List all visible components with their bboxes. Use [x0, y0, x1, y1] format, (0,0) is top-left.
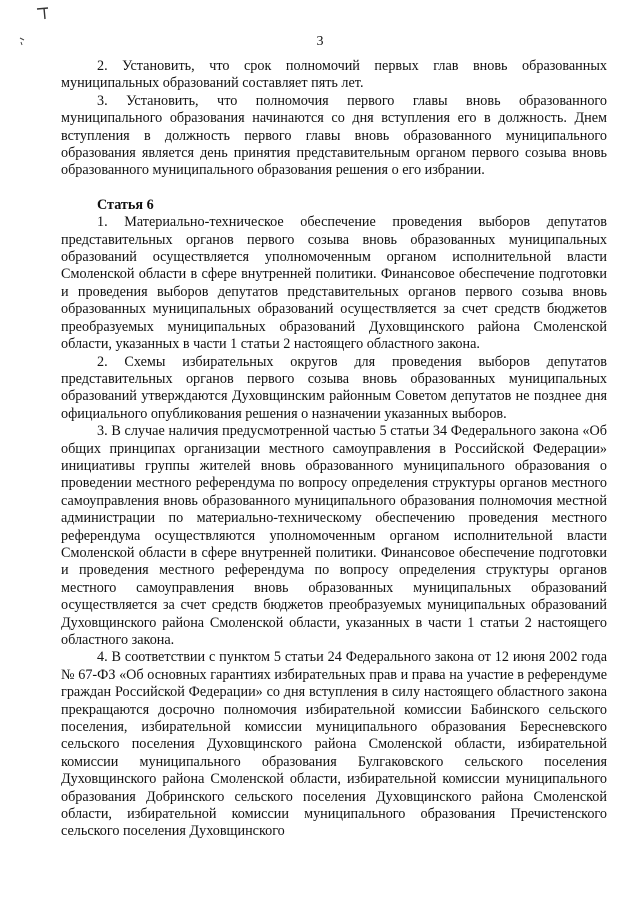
page-number: 3: [316, 34, 324, 49]
article-heading: Статья 6: [97, 196, 154, 213]
paragraph: 1. Материально-техническое обеспечение проведения выборов депутатов представительных органов первого созыва вновь образованных муниципальных образований осуществляется уполномоченным органом исполнительной власти Смоленской области в сфере внутренней политики. Финансовое обеспечение подготовки и проведения выборов депутатов представительных органов первого созыва вновь образованных муниципальных образований осуществляется за счет средств бюджетов преобразуемых муниципальных образований Духовщинского района Смоленской области, указанных в части 1 статьи 2 настоящего областного закона.: [61, 214, 607, 353]
scan-mark: [36, 6, 50, 20]
paragraph: 2. Схемы избирательных округов для проведения выборов депутатов представительных органов первого созыва вновь образованных муниципальных образований утверждаются Духовщинским районным Советом депутатов не позднее дня официального опубликования решения о назначении указанных выборов.: [61, 353, 607, 422]
paragraph: 2. Установить, что срок полномочий первых глав вновь образованных муниципальных образований составляет пять лет.: [61, 58, 607, 92]
paragraph: 3. Установить, что полномочия первого главы вновь образованного муниципального образования начинаются со дня вступления его в должность. Днем вступления в должность первого главы вновь образованного муниципального образования является день принятия представительным органом первого созыва вновь образованного муниципального образования решения о его избрании.: [61, 92, 607, 179]
paragraph: 4. В соответствии с пунктом 5 статьи 24 Федерального закона от 12 июня 2002 года № 67-ФЗ «Об основных гарантиях избирательных прав и права на участие в референдуме граждан Российской Федерации» со дня вступления в силу настоящего областного закона прекращаются досрочно полномочия избирательной комиссии Бабинского сельского поселения, избирательной комиссии муниципального образования Бересневского сельского поселения Духовщинского района Смоленской области, избирательной комиссии муниципального образования Булгаковского сельского поселения Духовщинского района Смоленской области, избирательной комиссии муниципального образования Добринского сельского поселения Духовщинского района Смоленской области, избирательной комиссии муниципального образования Пречистенского сельского поселения Духовщинского: [61, 649, 607, 840]
document-body: [61, 58, 607, 841]
paragraph: 3. В случае наличия предусмотренной частью 5 статьи 34 Федерального закона «Об общих принципах организации местного самоуправления в Российской Федерации» инициативы группы жителей вновь образованного муниципального образования о проведении местного референдума по вопросу определения структуры органов местного самоуправления вновь образованного муниципального образования полномочия местной администрации по материально-техническому обеспечению проведения местного референдума осуществляются уполномоченным органом исполнительной власти Смоленской области в сфере внутренней политики. Финансовое обеспечение подготовки и проведения местного референдума по вопросу определения структуры органов местного самоуправления вновь образованных муниципальных образований осуществляется за счет средств бюджетов преобразуемых муниципальных образований Духовщинского района Смоленской области, указанных в части 1 статьи 2 настоящего областного закона.: [61, 423, 607, 648]
